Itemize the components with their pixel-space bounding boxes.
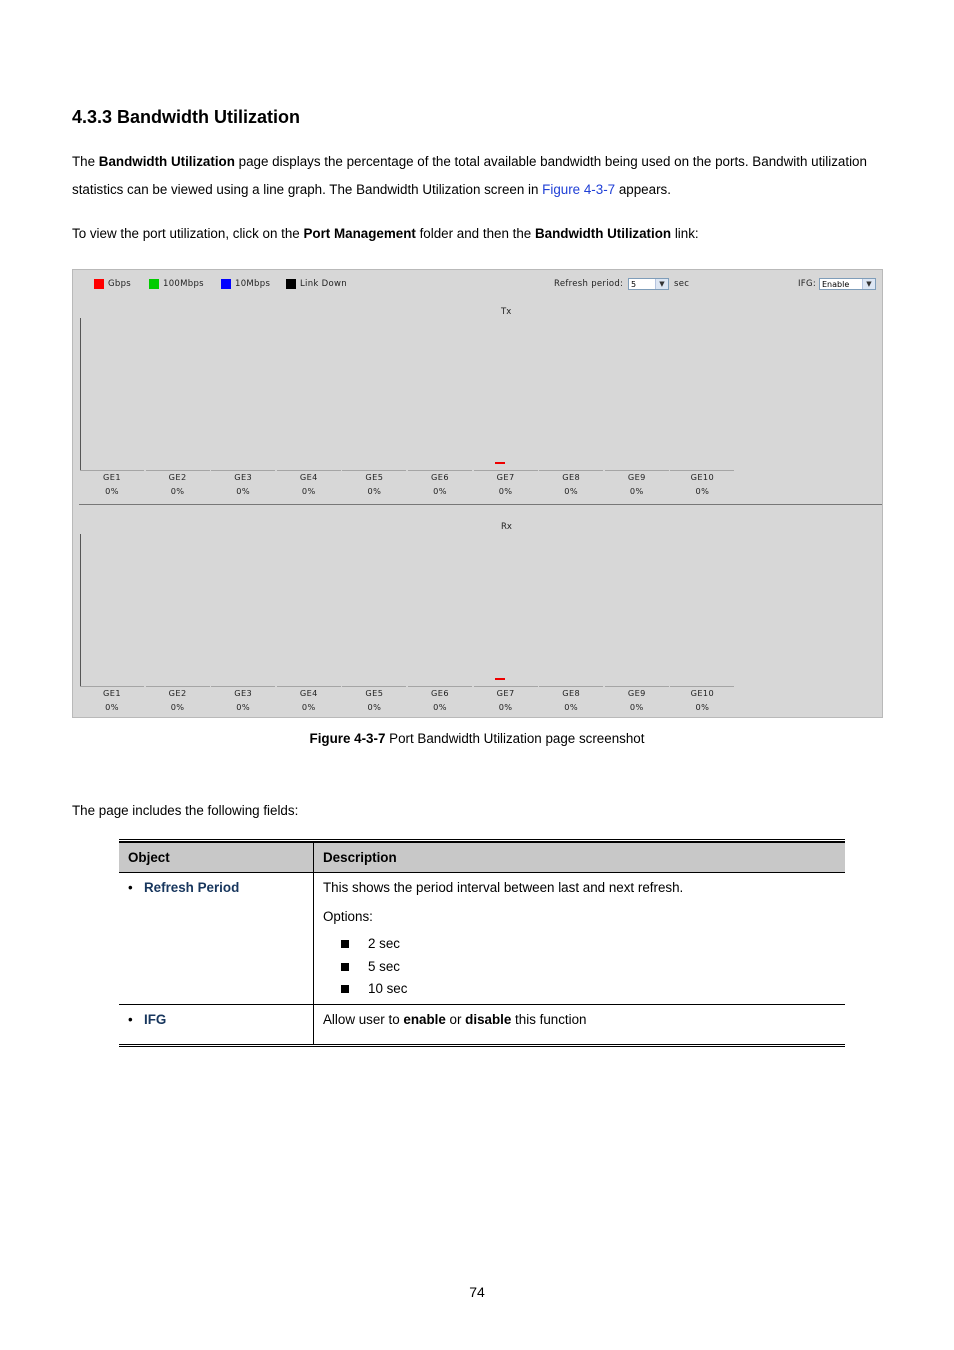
text: The [72, 154, 99, 169]
description-text: This shows the period interval between last and next refresh. [323, 880, 684, 895]
port-label: GE9 [627, 472, 646, 482]
port-label: GE4 [299, 472, 318, 482]
legend-swatch [221, 279, 231, 289]
header-description: Description [314, 842, 846, 873]
port-label: GE8 [562, 472, 581, 482]
port-baseline [474, 686, 538, 687]
bullet-icon: • [128, 1011, 133, 1027]
text: link: [671, 226, 699, 241]
tx-chart-title: Tx [501, 307, 512, 317]
fields-intro: The page includes the following fields: [72, 803, 299, 818]
port-value: 0% [236, 486, 251, 496]
port-baseline [146, 470, 210, 471]
port-baseline [277, 686, 341, 687]
port-baseline [342, 470, 406, 471]
port-baseline [670, 686, 734, 687]
bold-text: enable [403, 1011, 446, 1027]
port-baseline [605, 686, 669, 687]
bold-text: Bandwidth Utilization [534, 226, 672, 241]
object-name: IFG [144, 1011, 167, 1027]
port-value: 0% [301, 486, 316, 496]
object-cell [119, 873, 314, 1005]
text: or [445, 1011, 466, 1027]
port-label: GE6 [431, 688, 449, 698]
caption-label: Figure 4-3-7 [309, 731, 386, 746]
page-number: 74 [469, 1284, 485, 1300]
intro-paragraph [72, 148, 882, 204]
table-row [119, 873, 845, 1005]
port-label: GE7 [496, 472, 515, 482]
table-row [119, 1004, 845, 1045]
object-cell [119, 1004, 314, 1045]
port-value: 0% [564, 702, 579, 712]
legend-swatch [286, 279, 296, 289]
port-label: GE3 [234, 688, 253, 698]
port-label: GE1 [103, 688, 121, 698]
port-baseline [670, 470, 734, 471]
port-value: 0% [367, 486, 382, 496]
port-baseline [408, 686, 472, 687]
port-value: 0% [564, 486, 579, 496]
port-baseline [211, 686, 275, 687]
legend-link-down [286, 279, 347, 289]
refresh-period-label: Refresh period: [554, 279, 624, 289]
bold-text: disable [465, 1011, 512, 1027]
refresh-unit: sec [674, 279, 690, 289]
table-header-row [119, 842, 845, 873]
port-value: 0% [301, 702, 316, 712]
option-text: 5 sec [368, 958, 401, 974]
option-text: 2 sec [368, 936, 401, 951]
port-value: 0% [433, 486, 447, 496]
port-value: 0% [498, 486, 513, 496]
port-baseline [80, 686, 144, 687]
port-value: 0% [695, 486, 710, 496]
tx-y-axis [80, 318, 81, 470]
port-label: GE10 [690, 472, 715, 482]
port-baseline [342, 686, 406, 687]
text: this function [511, 1011, 587, 1027]
port-label: GE1 [103, 472, 121, 482]
port-value: 0% [367, 702, 382, 712]
port-value: 0% [105, 486, 119, 496]
object-name: Refresh Period [144, 880, 240, 895]
text: To view the port utilization, click on the [72, 226, 304, 241]
text: appears. [615, 182, 671, 197]
port-label: GE2 [168, 688, 187, 698]
port-value: 0% [170, 486, 185, 496]
legend-label: Gbps [108, 279, 132, 289]
bold-text: Port Management [303, 226, 416, 241]
instruction-paragraph [72, 220, 882, 248]
square-bullet-icon [341, 963, 349, 971]
list-item [323, 936, 845, 959]
ifg-value: Enable [822, 280, 850, 289]
chevron-down-icon[interactable]: ▼ [655, 279, 668, 289]
port-label: GE5 [365, 472, 384, 482]
options-list [323, 936, 845, 1004]
port-label: GE10 [690, 688, 715, 698]
text: folder and then the [415, 226, 535, 241]
port-baseline [146, 686, 210, 687]
port-baseline [539, 686, 603, 687]
figure-link[interactable]: Figure 4-3-7 [542, 182, 616, 197]
port-value: 0% [105, 702, 119, 712]
port-baseline [408, 470, 472, 471]
refresh-period-select[interactable] [628, 278, 669, 290]
port-value: 0% [498, 702, 513, 712]
square-bullet-icon [341, 985, 349, 993]
port-value: 0% [629, 702, 644, 712]
chevron-down-icon[interactable]: ▼ [862, 279, 875, 289]
options-label: Options: [323, 909, 373, 924]
chart-separator [79, 504, 882, 505]
port-baseline [605, 470, 669, 471]
section-heading: 4.3.3 Bandwidth Utilization [72, 107, 301, 127]
bold-text: Bandwidth Utilization [98, 154, 235, 169]
caption-text: Port Bandwidth Utilization page screenshot [385, 731, 645, 746]
header-object: Object [119, 842, 314, 873]
option-text: 10 sec [368, 981, 408, 996]
port-label: GE6 [431, 472, 449, 482]
text: Allow user to [323, 1011, 404, 1027]
description-cell [314, 873, 846, 1005]
port-label: GE4 [299, 688, 318, 698]
legend-label: 10Mbps [235, 279, 271, 289]
text: page displays the percentage of the total available bandwidth being used on the ports. Bandwith utilization statistics can be viewed using a line graph. The Bandwidth Utilization screen in [72, 154, 867, 197]
refresh-period-value: 5 [631, 280, 637, 289]
link-indicator [495, 678, 505, 680]
legend-10mbps [221, 279, 270, 289]
port-label: GE2 [168, 472, 187, 482]
port-value: 0% [170, 702, 185, 712]
port-baseline [277, 470, 341, 471]
figure-caption [0, 731, 954, 746]
list-item [323, 959, 845, 982]
square-bullet-icon [341, 940, 349, 948]
legend-gbps [94, 279, 131, 289]
table-top-rule [119, 839, 845, 840]
legend-label: 100Mbps [163, 279, 204, 289]
bullet-icon: • [128, 880, 133, 895]
port-label: GE8 [562, 688, 581, 698]
port-baseline [474, 470, 538, 471]
port-baseline [539, 470, 603, 471]
port-label: GE3 [234, 472, 253, 482]
legend-label: Link Down [300, 279, 347, 289]
port-label: GE9 [627, 688, 646, 698]
ifg-select[interactable] [819, 278, 876, 290]
port-value: 0% [433, 702, 447, 712]
fields-table [119, 841, 845, 1047]
legend-swatch [94, 279, 104, 289]
port-value: 0% [629, 486, 644, 496]
port-value: 0% [695, 702, 710, 712]
ifg-label: IFG: [798, 279, 817, 289]
port-value: 0% [236, 702, 251, 712]
link-indicator [495, 462, 505, 464]
port-label: GE7 [496, 688, 515, 698]
rx-chart-title: Rx [501, 522, 512, 532]
port-baseline [80, 470, 144, 471]
port-baseline [211, 470, 275, 471]
list-item [323, 981, 845, 1004]
bandwidth-utilization-screenshot [72, 269, 883, 718]
rx-y-axis [80, 534, 81, 686]
legend-100mbps [149, 279, 204, 289]
port-label: GE5 [365, 688, 384, 698]
legend-swatch [149, 279, 159, 289]
description-cell [314, 1004, 846, 1045]
